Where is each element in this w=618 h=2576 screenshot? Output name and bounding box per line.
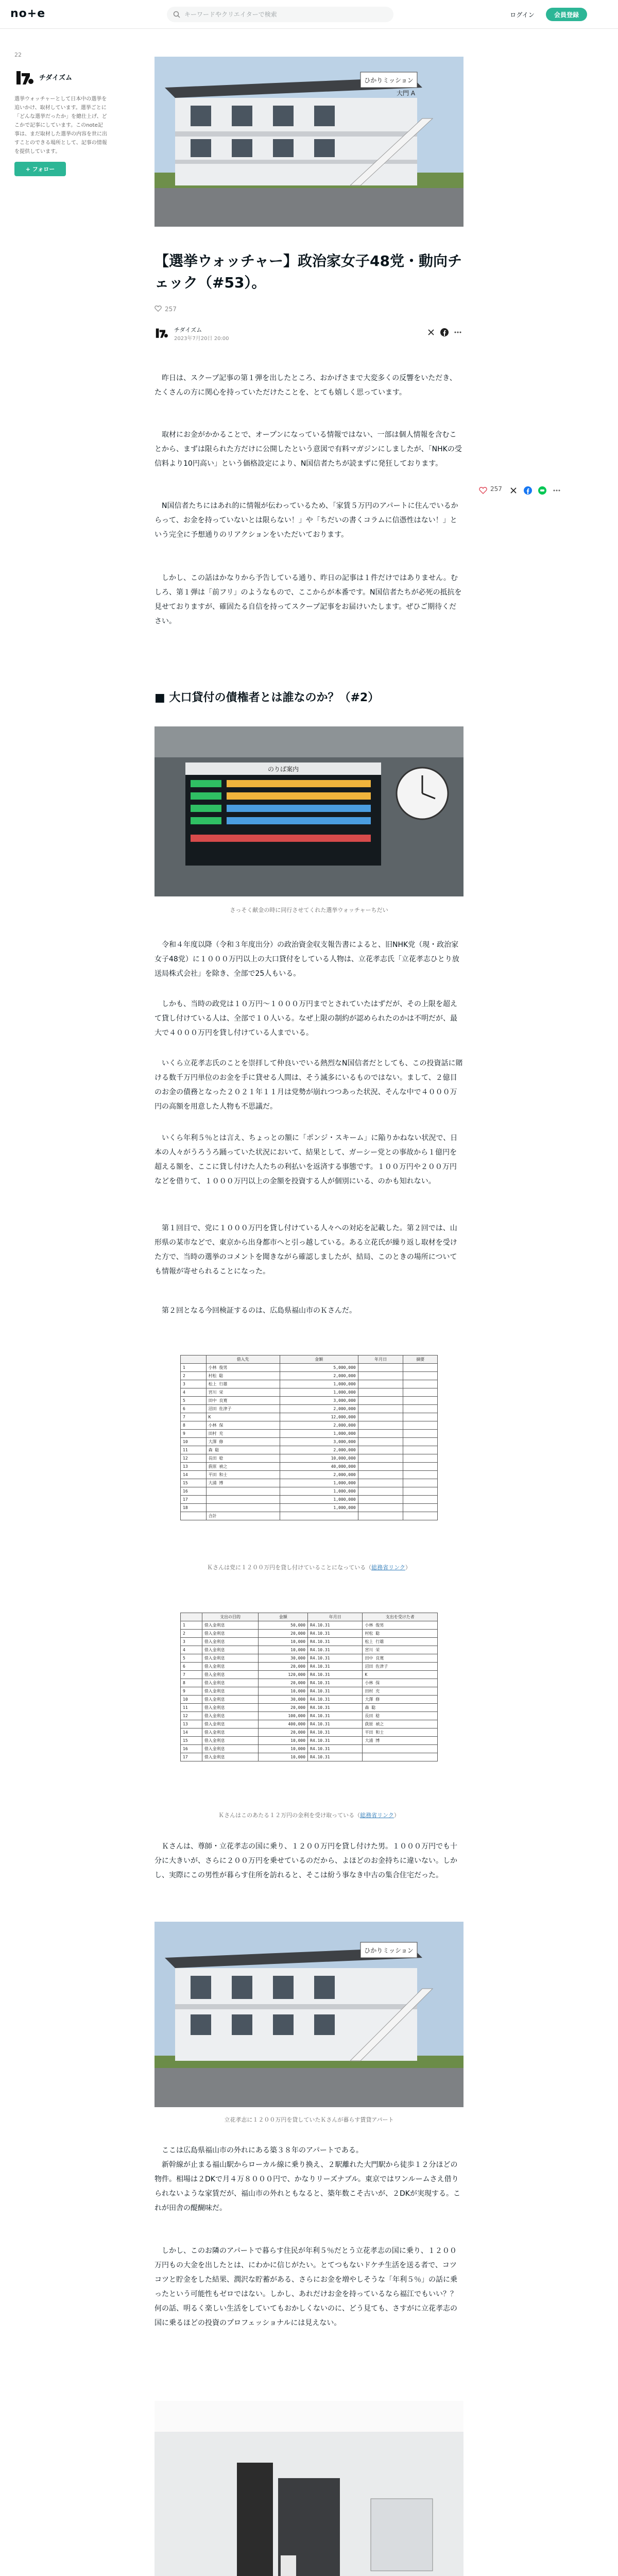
table-cell: 村松 聡 <box>363 1630 438 1638</box>
table-cell: 2,000,000 <box>280 1405 358 1413</box>
table-cell <box>358 1421 403 1430</box>
table-cell: K <box>206 1413 280 1421</box>
table-row <box>181 1413 438 1421</box>
table-cell: 借入金利息 <box>202 1663 259 1671</box>
interest-document-caption <box>154 1811 464 1819</box>
table-cell: 宮川 栄 <box>363 1646 438 1654</box>
sign-text: ひかりミッション <box>364 77 414 84</box>
table-cell <box>403 1430 438 1438</box>
table-cell: 16 <box>181 1745 202 1753</box>
body-paragraph-6: 第２回となる今回検証するのは、広島県福山市のＫさんだ。 <box>154 1307 356 1315</box>
table-row <box>181 1421 438 1430</box>
table-cell: 田中 良寛 <box>206 1397 280 1405</box>
like-heart-icon[interactable] <box>479 484 487 497</box>
table-cell: 1,000,000 <box>280 1504 358 1512</box>
table-cell <box>206 1504 280 1512</box>
sign-text: ひかりミッション <box>364 1947 414 1954</box>
table-cell: 平田 和士 <box>363 1728 438 1737</box>
table-header-cell: 借入先 <box>206 1355 280 1364</box>
table-cell: 5,000,000 <box>280 1364 358 1372</box>
interest-caption-close: ） <box>393 1812 400 1819</box>
table-cell <box>363 1745 438 1753</box>
body-paragraph-8: ここは広島県福山市の外れにある築３８年のアパートである。 新幹線が止まる福山駅からローカル線に乗り換え、２駅離れた大門駅から徒歩１２分ほどの物件。相場は２DKで月４万８０００円で、かなりリーズナブル。東京ではワンルームさえ借りられないような家賃だが、福山市の外れともなると、築年数こそ古いが、２DKが実現する。これが田舎の醍醐味だ。 <box>154 2146 460 2212</box>
table-cell: 3 <box>181 1380 207 1388</box>
table-cell: 11 <box>181 1446 207 1454</box>
table-cell: 1,000,000 <box>280 1388 358 1397</box>
table-cell <box>358 1454 403 1463</box>
table-row <box>181 1745 438 1753</box>
table-cell: 借入金利息 <box>202 1704 259 1712</box>
table-cell: 11 <box>181 1704 202 1712</box>
intro-paragraph-3: N国信者たちにはあれ的に情報が伝わっているため、「家賃５万円のアパートに住んでいるからって、お金を持っていないとは限らない！」や「ちだいの書くコラムに信憑性はない！」という完全に予想通りのリアクションをいただいております。 <box>154 502 458 539</box>
table-cell: 40,000,000 <box>280 1463 358 1471</box>
table-row <box>181 1496 438 1504</box>
table-cell <box>403 1364 438 1372</box>
table-row <box>181 1696 438 1704</box>
table-cell <box>403 1438 438 1446</box>
apartment-illustration <box>154 57 464 227</box>
table-cell <box>206 1496 280 1504</box>
table-cell: R4.10.31 <box>308 1728 363 1737</box>
table-cell <box>403 1496 438 1504</box>
table-cell: 20,000 <box>259 1663 308 1671</box>
k-apartment-caption: 立花孝志に１２００万円を貸していたＫさんが暮らす賃貸アパート <box>224 2116 394 2123</box>
table-cell: 田中 良寛 <box>363 1654 438 1663</box>
table-row <box>181 1720 438 1728</box>
table-cell: 14 <box>181 1471 207 1479</box>
table-row <box>181 1646 438 1654</box>
body-paragraph-3: いくら立花孝志氏のことを崇拝して仲良いでいる熱烈なN国信者だとしても、この投資話に賭ける数千万円単位のお金を手に貸せる人間は、そう滅多にいるものではない。まして、２億目のお金の債務となった２０２１年１１月は党勢が崩れつつあった状況、そんな中で４０００万円の高額を用意した人物も不思議だ。 <box>154 1059 463 1111</box>
table-cell: 田村 充 <box>363 1687 438 1696</box>
table-cell: R4.10.31 <box>308 1737 363 1745</box>
table-cell: 6 <box>181 1663 202 1671</box>
table-cell: 借入金利息 <box>202 1712 259 1720</box>
loan-caption-close: ） <box>405 1564 411 1571</box>
table-cell: 小林 保 <box>363 1679 438 1687</box>
table-cell <box>358 1496 403 1504</box>
table-cell: 借入金利息 <box>202 1638 259 1646</box>
table-header-cell <box>181 1355 207 1364</box>
author-avatar-icon[interactable] <box>154 326 169 340</box>
table-cell: 借入金利息 <box>202 1753 259 1761</box>
door-photo <box>154 2401 464 2576</box>
table-cell: 長田 稔 <box>363 1712 438 1720</box>
table-cell: R4.10.31 <box>308 1663 363 1671</box>
author-name[interactable]: チダイズム <box>174 327 202 333</box>
table-header-cell: 金額 <box>259 1613 308 1621</box>
table-cell: 15 <box>181 1737 202 1745</box>
like-count[interactable] <box>154 305 177 313</box>
table-cell: 大浦 博 <box>363 1737 438 1745</box>
table-cell: 3,000,000 <box>280 1397 358 1405</box>
interest-source-link[interactable]: 総務省リンク <box>360 1812 394 1819</box>
table-row <box>181 1372 438 1380</box>
intro-paragraph-1: 昨日は、スクープ記事の第１弾を出したところ、おかげさまで大変多くの反響をいただき、たくさんの方に関心を持っていただけたことを、とても嬉しく思っています。 <box>154 374 457 397</box>
table-cell <box>280 1512 358 1520</box>
table-cell: 10,000,000 <box>280 1454 358 1463</box>
table-cell: R4.10.31 <box>308 1621 363 1630</box>
table-cell: 2,000,000 <box>280 1421 358 1430</box>
table-cell: 17 <box>181 1753 202 1761</box>
table-cell: 大澤 修 <box>363 1696 438 1704</box>
table-cell: R4.10.31 <box>308 1671 363 1679</box>
interest-document-image <box>154 1597 464 1803</box>
table-cell <box>403 1372 438 1380</box>
table-cell <box>358 1405 403 1413</box>
table-cell: 14 <box>181 1728 202 1737</box>
table-cell: 120,000 <box>259 1671 308 1679</box>
table-row <box>181 1728 438 1737</box>
table-cell: 400,000 <box>259 1720 308 1728</box>
table-cell: 荻原 禎之 <box>363 1720 438 1728</box>
table-header-cell <box>181 1613 202 1621</box>
publish-date: 2023年7月20日 20:00 <box>174 336 229 342</box>
table-cell: 借入金利息 <box>202 1687 259 1696</box>
body-paragraph-1: 令和４年度以降（令和３年度出分）の政治資金収支報告書によると、旧NHK党（現・政治家女子48党）に１０００万円以上の大口貸付をしている人物は、立花孝志氏「立花孝志ひとり放送局株式会社」を除き、全部で25人もいる。 <box>154 941 459 978</box>
k-apartment-photo <box>154 1922 464 2107</box>
table-cell: 30,000 <box>259 1654 308 1663</box>
body-paragraph-7: Ｋさんは、尊師・立花孝志の国に乗り、１２００万円を貸し付けた男。１０００万円でも十分に大きいが、さらに２００万円を乗せているのだから、よほどのお金持ちに違いない。しかし、実際にこの男性が暮らす住所を訪れると、そこは紛う事なき中古の集合住宅だった。 <box>154 1842 457 1879</box>
table-cell <box>358 1413 403 1421</box>
table-cell <box>206 1487 280 1496</box>
table-row <box>181 1479 438 1487</box>
top-navbar <box>0 0 618 29</box>
table-cell: 2,000,000 <box>280 1471 358 1479</box>
table-cell: 1,000,000 <box>280 1487 358 1496</box>
table-cell <box>181 1512 207 1520</box>
intro-paragraph-2: 取材にお金がかかることで、オープンになっている情報ではない、一部は個人情報を含むことから、まずは限られた方だけに公開したという意図で有料マガジンにしましたが、「NHKの受信料より10円高い」という価格設定により、N国信者たちが読まずに発狂しております。 <box>154 431 462 468</box>
table-cell: R4.10.31 <box>308 1704 363 1712</box>
table-cell: 借入金利息 <box>202 1654 259 1663</box>
table-row <box>181 1388 438 1397</box>
table-row <box>181 1446 438 1454</box>
search-icon <box>173 11 180 18</box>
loan-caption-text: Ｋさんは党に１２００万円を貸し付けていることになっている（ <box>207 1564 372 1571</box>
table-cell: 小林 俊男 <box>363 1621 438 1630</box>
table-cell: 5 <box>181 1397 207 1405</box>
table-row <box>181 1438 438 1446</box>
table-row <box>181 1397 438 1405</box>
table-row <box>181 1630 438 1638</box>
table-cell <box>403 1446 438 1454</box>
loan-document-image <box>154 1340 464 1556</box>
table-cell: R4.10.31 <box>308 1712 363 1720</box>
body-paragraph-9: しかし、このお隣のアパートで暮らす住民が年利５％だとう立花孝志の国に乗り、１２００万円もの大金を出したとは、にわかに信じがたい。とてつもないドケチ生活を送る者で、コツコツと貯金をした結果、潤沢な貯蓄がある、さらにお金を増やしそうな「年利５％」の話に乗ったという可能性もゼロではない。しかし、あれだけお金を持っているなら福江でもいい？？何の話、明るく楽しい生活をしていてもおかしくないのに、どう見ても、さすがに立花孝志の国に乗るほどの投資のプロフェッショナルには見えない。 <box>154 2247 457 2327</box>
table-cell: 12 <box>181 1712 202 1720</box>
table-cell: 100,000 <box>259 1712 308 1720</box>
loan-document-caption <box>154 1563 464 1571</box>
table-cell: 2 <box>181 1630 202 1638</box>
creator-description: 選挙ウォッチャーとして日本中の選挙を追いかけ、取材しています。選挙ごとに「どんな選挙だったか」を總仕上げ、どこかで記事にしています。このnote記事は、まだ取材した選挙の内容を世に出すことのできる場所として、記事の情報を提供しています。 <box>14 96 107 155</box>
table-cell: 2,000,000 <box>280 1446 358 1454</box>
table-cell: 2 <box>181 1372 207 1380</box>
table-cell <box>403 1454 438 1463</box>
like-count-value: 257 <box>165 306 177 313</box>
table-cell <box>403 1380 438 1388</box>
table-cell: 借入金利息 <box>202 1728 259 1737</box>
table-cell: R4.10.31 <box>308 1753 363 1761</box>
search-box[interactable] <box>167 7 393 22</box>
table-row <box>181 1380 438 1388</box>
table-cell: 借入金利息 <box>202 1621 259 1630</box>
more-options-icon[interactable] <box>453 328 462 337</box>
table-cell: 7 <box>181 1413 207 1421</box>
table-cell <box>403 1405 438 1413</box>
table-row <box>181 1712 438 1720</box>
table-cell: 松上 行雄 <box>206 1380 280 1388</box>
search-input[interactable] <box>184 7 385 22</box>
table-cell <box>358 1438 403 1446</box>
station-board-illustration <box>154 726 464 896</box>
table-cell: 10,000 <box>259 1745 308 1753</box>
table-cell: 借入金利息 <box>202 1679 259 1687</box>
table-row <box>181 1512 438 1520</box>
creator-avatar-icon[interactable] <box>14 67 35 88</box>
table-cell: 10,000 <box>259 1646 308 1654</box>
table-cell <box>358 1397 403 1405</box>
table-row <box>181 1504 438 1512</box>
table-header-cell: 支出の目的 <box>202 1613 259 1621</box>
table-cell: 田村 充 <box>206 1430 280 1438</box>
table-header-cell: 金額 <box>280 1355 358 1364</box>
table-cell <box>358 1512 403 1520</box>
table-cell <box>358 1479 403 1487</box>
facebook-icon[interactable] <box>523 484 533 497</box>
table-row <box>181 1405 438 1413</box>
table-cell: 12,000,000 <box>280 1413 358 1421</box>
table-cell: 20,000 <box>259 1679 308 1687</box>
table-row <box>181 1621 438 1630</box>
table-cell: 18 <box>181 1504 207 1512</box>
floating-like-count: 257 <box>490 485 502 493</box>
table-cell: 1,000,000 <box>280 1380 358 1388</box>
table-cell: 荻原 禎之 <box>206 1463 280 1471</box>
table-cell: 沼田 佐津子 <box>363 1663 438 1671</box>
table-cell: 借入金利息 <box>202 1630 259 1638</box>
table-cell: 5 <box>181 1654 202 1663</box>
table-row <box>181 1663 438 1671</box>
loan-table <box>180 1355 438 1520</box>
table-cell: 1,000,000 <box>280 1479 358 1487</box>
table-header-row <box>181 1613 438 1621</box>
table-cell: 借入金利息 <box>202 1646 259 1654</box>
table-cell <box>358 1380 403 1388</box>
table-cell: 4 <box>181 1388 207 1397</box>
table-cell: R4.10.31 <box>308 1696 363 1704</box>
table-cell <box>403 1463 438 1471</box>
table-cell: 森 聡 <box>363 1704 438 1712</box>
table-cell <box>403 1413 438 1421</box>
heart-icon[interactable] <box>154 305 162 312</box>
table-header-cell: 摘要 <box>403 1355 438 1364</box>
login-button[interactable]: ログイン <box>507 8 538 21</box>
table-cell: 17 <box>181 1496 207 1504</box>
table-cell: 1,000,000 <box>280 1430 358 1438</box>
table-cell <box>403 1479 438 1487</box>
table-cell: R4.10.31 <box>308 1745 363 1753</box>
table-cell: 借入金利息 <box>202 1671 259 1679</box>
table-cell: 8 <box>181 1421 207 1430</box>
table-cell: 6 <box>181 1405 207 1413</box>
k-apartment-illustration <box>154 1922 464 2107</box>
table-cell: 1 <box>181 1621 202 1630</box>
table-cell <box>358 1430 403 1438</box>
section-heading: ■ 大口貸付の債権者とは誰なのか？（#2） <box>154 691 380 704</box>
table-cell: 10,000 <box>259 1737 308 1745</box>
table-cell <box>403 1512 438 1520</box>
interest-table <box>180 1613 438 1761</box>
table-cell: 50,000 <box>259 1621 308 1630</box>
table-cell: 大浦 博 <box>206 1479 280 1487</box>
table-cell: R4.10.31 <box>308 1720 363 1728</box>
table-cell <box>358 1388 403 1397</box>
table-cell: 森 聡 <box>206 1446 280 1454</box>
x-share-icon[interactable] <box>426 328 436 337</box>
table-cell: 小林 俊男 <box>206 1364 280 1372</box>
table-cell <box>358 1504 403 1512</box>
more-options-icon[interactable] <box>552 484 561 497</box>
table-cell: 宮川 栄 <box>206 1388 280 1397</box>
table-row <box>181 1487 438 1496</box>
table-row <box>181 1364 438 1372</box>
table-cell: R4.10.31 <box>308 1654 363 1663</box>
body-paragraph-2: しかも、当時の政党は１０万円〜１０００万円までとされていたはずだが、その上限を超えて貸し付けている人は、全部で１０人いる。なぜ上限の制約が認められたのかは不明だが、最大で４０００万円を貸し付けている人までいる。 <box>154 1000 457 1037</box>
x-share-icon[interactable] <box>509 484 518 497</box>
table-row <box>181 1638 438 1646</box>
table-cell: R4.10.31 <box>308 1646 363 1654</box>
table-cell: 13 <box>181 1720 202 1728</box>
loan-source-link[interactable]: 総務省リンク <box>371 1564 405 1571</box>
table-cell <box>358 1372 403 1380</box>
table-cell: 8 <box>181 1679 202 1687</box>
body-paragraph-5: 第１回目で、党に１０００万円を貸し付けている人々への対応を記載した。第２回では、山形県の某市などで、東京から出身都市へと引っ越している。ある立花氏が繰り返し取材を受けた方で、当時の選挙のコメントを聞きながら確認しましたが、結局、このときの場所についても情報が寄せられることになった。 <box>154 1224 457 1276</box>
table-cell: 10,000 <box>259 1687 308 1696</box>
table-cell: 10 <box>181 1696 202 1704</box>
facebook-icon[interactable] <box>440 328 449 337</box>
table-cell <box>363 1753 438 1761</box>
table-cell: 13 <box>181 1463 207 1471</box>
table-cell: 9 <box>181 1687 202 1696</box>
table-cell: 10 <box>181 1438 207 1446</box>
table-header-cell: 支出を受けた者 <box>363 1613 438 1621</box>
table-cell: 1,000,000 <box>280 1496 358 1504</box>
interest-caption-text: Ｋさんはこのあたる１２万円の金利を受け取っている（ <box>218 1812 360 1819</box>
table-row <box>181 1463 438 1471</box>
body-paragraph-4: いくら年利５％とは言え、ちょっとの額に「ポンジ・スキーム」に陥りかねない状況で、日本の人々がうろうろ踊っていた状況において、結果として、ガーシー党との事故から１億円を超える額を、ここに貸し付けた人たちの利払いを返済する事態です。１００万円や２００万円などを借りて、１０００万円以上の金額を投資する人が個別にいる、のかも知れない。 <box>154 1134 458 1185</box>
table-cell: 3 <box>181 1638 202 1646</box>
table-header-cell: 年月日 <box>308 1613 363 1621</box>
table-cell <box>403 1397 438 1405</box>
table-row <box>181 1430 438 1438</box>
board-title: のりば案内 <box>267 766 299 773</box>
table-cell: 20,000 <box>259 1728 308 1737</box>
table-cell <box>403 1388 438 1397</box>
table-row <box>181 1671 438 1679</box>
follow-button[interactable]: + フォロー <box>14 162 66 176</box>
table-row <box>181 1737 438 1745</box>
station-board-photo <box>154 726 464 896</box>
table-cell: 20,000 <box>259 1630 308 1638</box>
table-cell: 1 <box>181 1364 207 1372</box>
table-cell <box>358 1463 403 1471</box>
table-cell <box>403 1471 438 1479</box>
table-cell: R4.10.31 <box>308 1687 363 1696</box>
table-cell: R4.10.31 <box>308 1638 363 1646</box>
note-logo[interactable]: no+e <box>10 7 46 20</box>
creator-name[interactable]: チダイズム <box>39 74 72 82</box>
table-cell: 7 <box>181 1671 202 1679</box>
building-name: 大門 A <box>397 90 416 97</box>
sidebar-count: 22 <box>14 52 22 58</box>
table-cell: 村松 聡 <box>206 1372 280 1380</box>
table-cell: 大澤 修 <box>206 1438 280 1446</box>
signup-button[interactable]: 会員登録 <box>546 8 587 21</box>
table-cell: R4.10.31 <box>308 1679 363 1687</box>
table-row <box>181 1471 438 1479</box>
table-cell: 30,000 <box>259 1696 308 1704</box>
intro-paragraph-4: しかし、この話はかなりから予告している通り、昨日の記事は１件だけではありません。むしろ、第１弾は「前フリ」のようなもので、ここからが本番です。N国信者たちが必死の抵抗を見せておりますが、確固たる自信を持ってスクープ記事をお届けいたします。ぜひご期待ください。 <box>154 574 462 625</box>
table-row <box>181 1454 438 1463</box>
table-cell: 小林 保 <box>206 1421 280 1430</box>
table-cell: 3,000,000 <box>280 1438 358 1446</box>
table-cell: 15 <box>181 1479 207 1487</box>
table-cell: 2,000,000 <box>280 1372 358 1380</box>
table-cell: 10,000 <box>259 1638 308 1646</box>
table-cell: 4 <box>181 1646 202 1654</box>
table-cell: 借入金利息 <box>202 1720 259 1728</box>
table-header-cell: 年月日 <box>358 1355 403 1364</box>
floating-action-bar <box>479 484 572 500</box>
article-title: 【選挙ウォッチャー】政治家女子48党・動向チェック（#53）。 <box>154 252 462 291</box>
line-share-icon[interactable] <box>538 484 547 497</box>
table-cell: 借入金利息 <box>202 1696 259 1704</box>
table-cell: K <box>363 1671 438 1679</box>
table-cell: 長田 稔 <box>206 1454 280 1463</box>
hero-apartment-photo <box>154 57 464 227</box>
table-cell: 沼田 佐津子 <box>206 1405 280 1413</box>
table-cell <box>403 1504 438 1512</box>
table-cell: 平田 和士 <box>206 1471 280 1479</box>
table-cell: 12 <box>181 1454 207 1463</box>
table-cell <box>358 1471 403 1479</box>
table-row <box>181 1704 438 1712</box>
table-header-row <box>181 1355 438 1364</box>
table-cell: 松上 行雄 <box>363 1638 438 1646</box>
table-cell: 借入金利息 <box>202 1737 259 1745</box>
table-cell: 借入金利息 <box>202 1745 259 1753</box>
table-cell: 10,000 <box>259 1753 308 1761</box>
door-illustration <box>154 2401 464 2576</box>
table-cell: 9 <box>181 1430 207 1438</box>
station-photo-caption: さっそく献金の時に同行させてくれた選挙ウォッチャーちだい <box>230 907 388 913</box>
table-cell: R4.10.31 <box>308 1630 363 1638</box>
table-cell <box>358 1364 403 1372</box>
author-row <box>154 325 464 345</box>
table-row <box>181 1687 438 1696</box>
table-cell: 合計 <box>206 1512 280 1520</box>
table-cell: 16 <box>181 1487 207 1496</box>
table-cell <box>403 1487 438 1496</box>
table-cell <box>358 1446 403 1454</box>
table-cell <box>403 1421 438 1430</box>
creator-sidebar <box>14 52 107 173</box>
table-row <box>181 1753 438 1761</box>
table-cell <box>358 1487 403 1496</box>
table-cell: 20,000 <box>259 1704 308 1712</box>
table-row <box>181 1679 438 1687</box>
table-row <box>181 1654 438 1663</box>
